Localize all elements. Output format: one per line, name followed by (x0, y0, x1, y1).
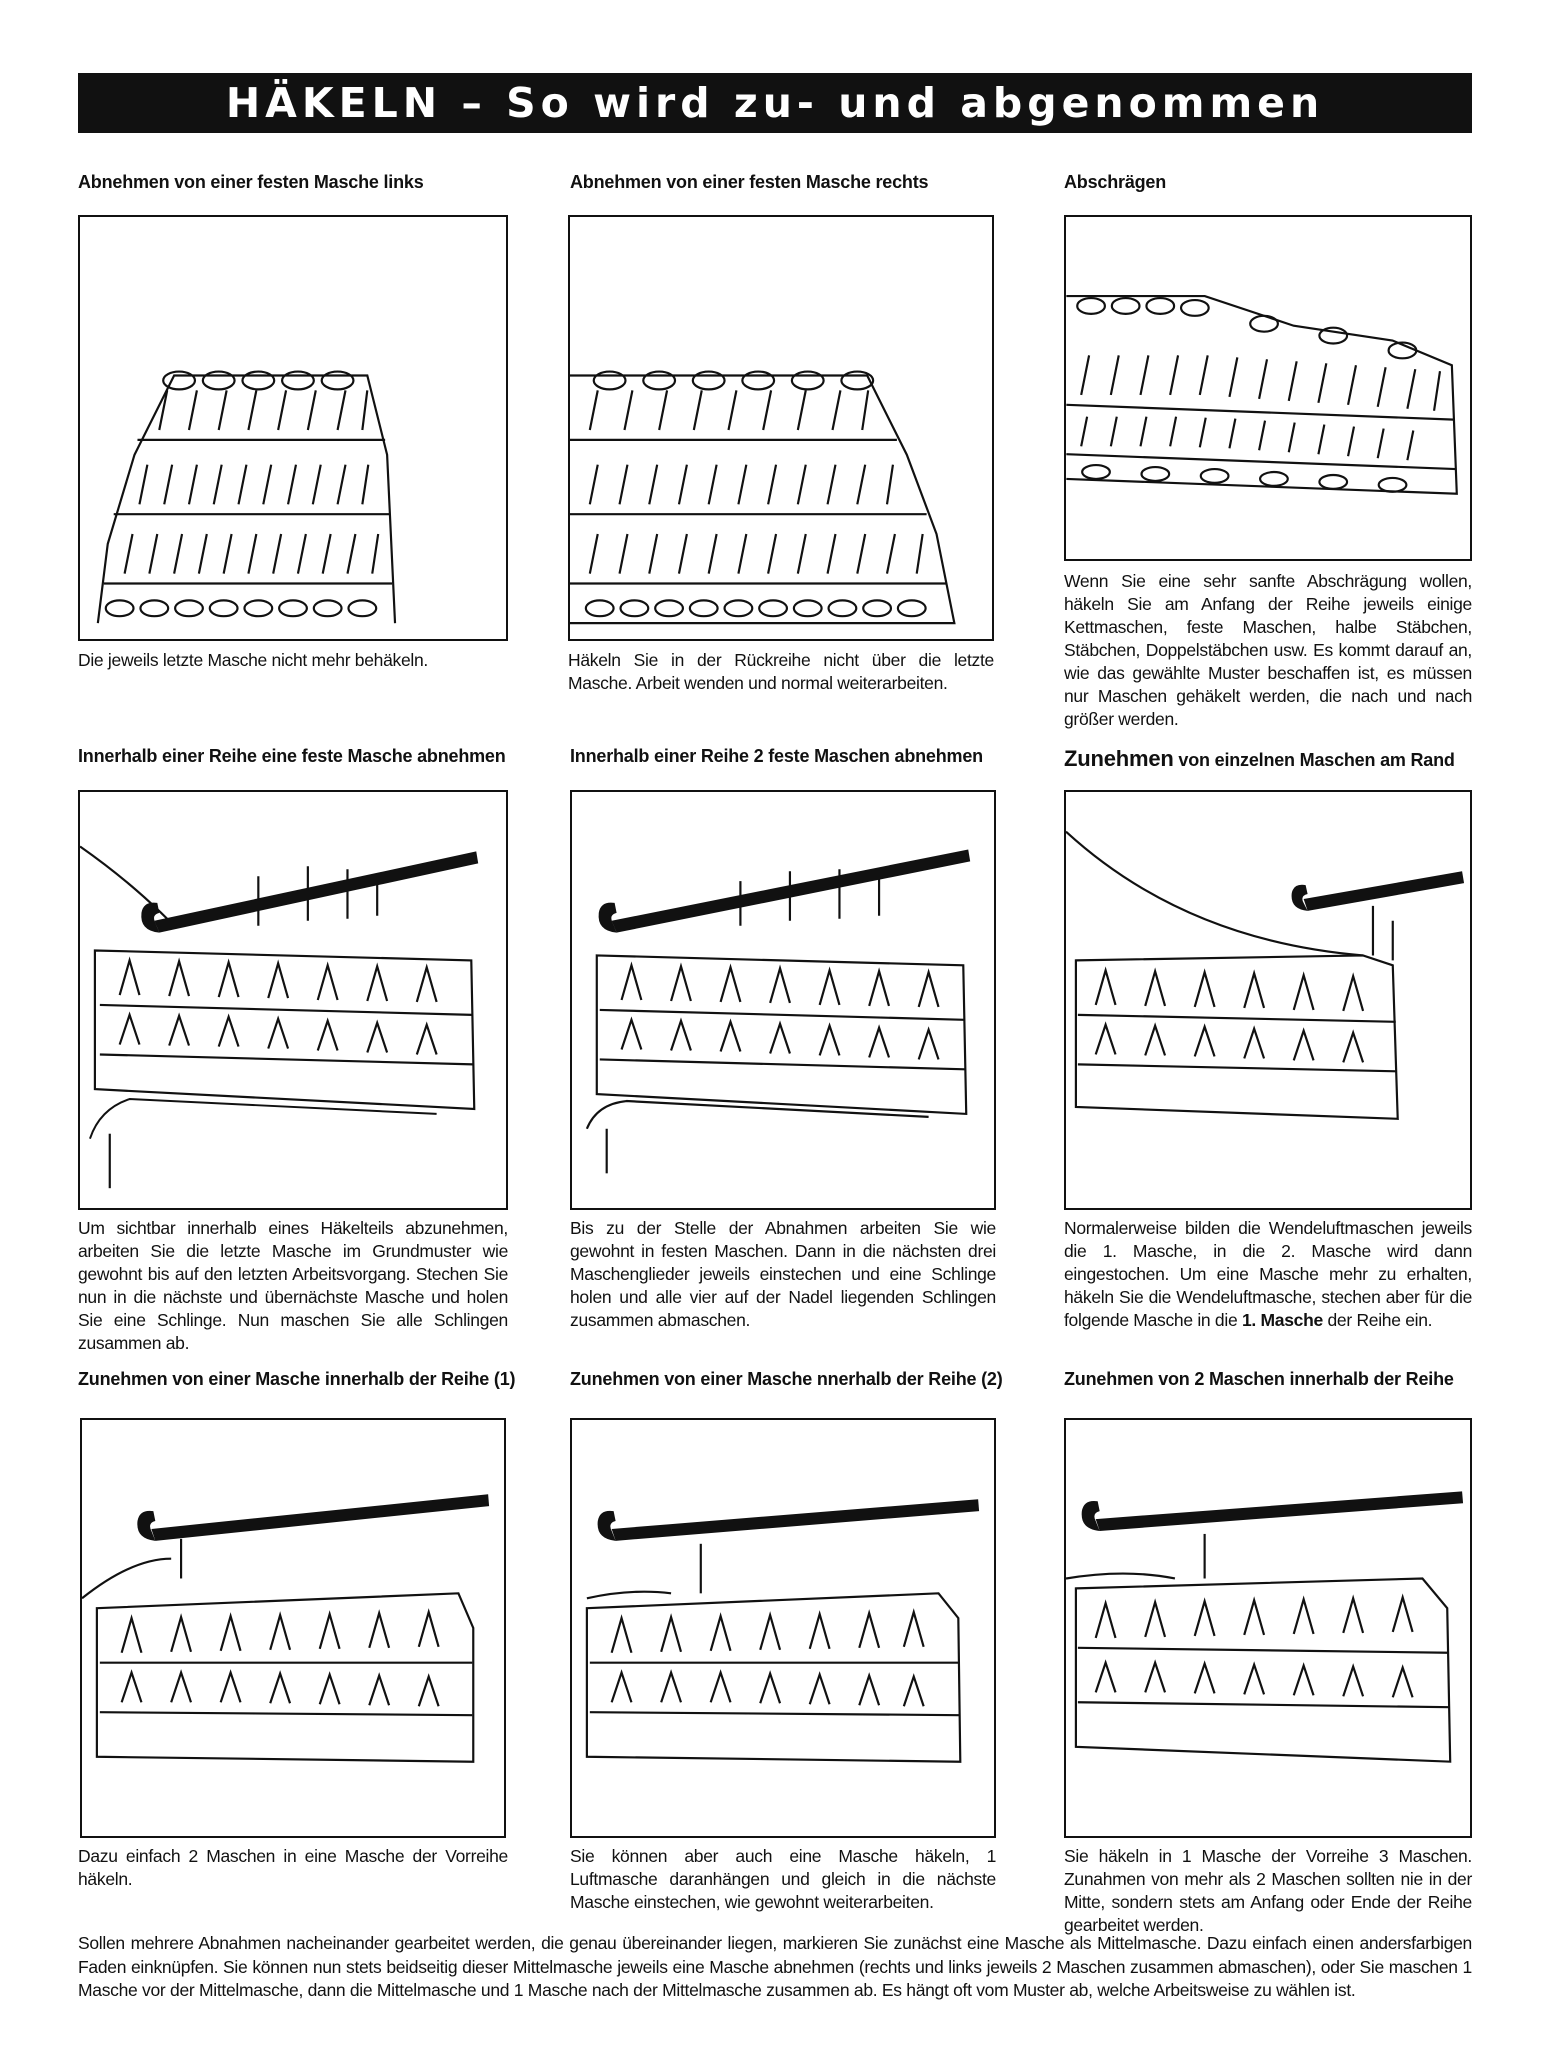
section-increase-two-within-row (1064, 1369, 1499, 1390)
illustration-increase-two-within-row (1064, 1418, 1472, 1838)
section-heading: Abschrägen (1064, 172, 1167, 192)
footer-note: Sollen mehrere Abnahmen nacheinander gearbeitet werden, die genau übereinander liegen, markieren Sie zunächst eine Masche als Mittelmasche. Dazu einfach einen andersfarbigen Faden einknüpfen. Sie können nun stets beidseitig dieser Mittelmasche jeweils eine Masche abnehmen (rechts und links jeweils 2 Maschen zusammen abmaschen), oder Sie maschen 1 Masche vor der Mittelmasche, dann die Mittelmasche und 1 Masche nach der Mittelmasche zusammen ab. Es hängt oft vom Muster ab, welche Arbeitsweise zu wählen ist. (78, 1933, 1472, 2000)
section-decrease-left (78, 172, 513, 193)
crochet-hook-illustration (1066, 792, 1470, 1208)
heading-rest: von einzelnen Maschen am Rand (1173, 750, 1455, 770)
illustration-decrease-one-within-row (78, 790, 508, 1210)
section-caption: Sie können aber auch eine Masche häkeln, 1 Luftmasche daranhängen und gleich in die nächste Masche einstechen, wie gewohnt weiterarbeiten. (570, 1846, 996, 1912)
section-heading (1064, 746, 1499, 772)
section-caption (1064, 1217, 1472, 1332)
section-caption: Häkeln Sie in der Rückreihe nicht über die letzte Masche. Arbeit wenden und normal weiterarbeiten. (568, 650, 994, 693)
section-increase-one-within-row-2 (570, 1369, 1005, 1390)
crochet-hook-illustration (572, 1420, 994, 1836)
illustration-increase-one-within-row-2 (570, 1418, 996, 1838)
page-title: HÄKELN – So wird zu- und abgenommen (225, 79, 1325, 127)
caption-emphasis: 1. Masche (1241, 1310, 1323, 1330)
illustration-decrease-left (78, 215, 508, 641)
heading-emphasis: Zunehmen (1064, 746, 1174, 771)
title-banner (78, 73, 1472, 133)
illustration-slant (1064, 215, 1472, 561)
section-heading: Abnehmen von einer festen Masche rechts (570, 172, 929, 192)
illustration-increase-edge (1064, 790, 1472, 1210)
section-caption: Um sichtbar innerhalb eines Häkelteils abzunehmen, arbeiten Sie die letzte Masche im Grundmuster wie gewohnt bis auf den letzten Arbeitsvorgang. Stechen Sie nun in die nächste und übernächste Masche und holen Sie eine Schlinge. Nun maschen Sie alle Schlingen zusammen ab. (78, 1218, 508, 1353)
crochet-swatch-illustration (80, 217, 506, 639)
section-caption: Die jeweils letzte Masche nicht mehr behäkeln. (78, 650, 428, 670)
crochet-swatch-illustration (1066, 217, 1470, 559)
crochet-hook-illustration (80, 792, 506, 1208)
section-heading: Innerhalb einer Reihe eine feste Masche abnehmen (78, 746, 506, 766)
section-caption: Bis zu der Stelle der Abnahmen arbeiten Sie wie gewohnt in festen Maschen. Dann in die nächsten drei Maschenglieder jeweils einstechen und eine Schlinge holen und alle vier auf der Nadel liegenden Schlingen zusammen abmaschen. (570, 1218, 996, 1330)
crochet-hook-illustration (572, 792, 994, 1208)
caption-part: Normalerweise bilden die Wendeluftmaschen jeweils die 1. Masche, in die 2. Masche wird dann eingestochen. Um eine Masche mehr zu erhalten, häkeln Sie die Wendeluftmasche, stechen aber für die folgende Masche in die (1064, 1218, 1472, 1330)
crochet-hook-illustration (82, 1420, 504, 1836)
crochet-hook-illustration (1066, 1420, 1470, 1836)
section-decrease-one-within-row (78, 746, 513, 767)
section-decrease-right (570, 172, 1005, 193)
illustration-decrease-two-within-row (570, 790, 996, 1210)
illustration-decrease-right (568, 215, 994, 641)
section-caption: Dazu einfach 2 Maschen in eine Masche der Vorreihe häkeln. (78, 1846, 508, 1889)
section-heading: Zunehmen von einer Masche innerhalb der Reihe (1) (78, 1369, 516, 1389)
section-slant (1064, 172, 1499, 193)
section-increase-edge (1064, 746, 1499, 772)
section-increase-one-within-row-1 (78, 1369, 516, 1390)
caption-part: der Reihe ein. (1322, 1310, 1433, 1330)
illustration-increase-one-within-row-1 (80, 1418, 506, 1838)
section-caption: Sie häkeln in 1 Masche der Vorreihe 3 Maschen. Zunahmen von mehr als 2 Maschen sollten nie in der Mitte, sondern stets am Anfang oder Ende der Reihe gearbeitet werden. (1064, 1846, 1472, 1935)
section-heading: Innerhalb einer Reihe 2 feste Maschen abnehmen (570, 746, 983, 766)
crochet-swatch-illustration (570, 217, 992, 639)
section-caption: Wenn Sie eine sehr sanfte Abschrägung wollen, häkeln Sie am Anfang der Reihe jeweils einige Kettmaschen, feste Maschen, halbe Stäbchen, Stäbchen, Doppelstäbchen usw. Es kommt darauf an, wie das gewählte Muster beschaffen ist, es müssen nur Maschen gehäkelt werden, die nach und nach größer werden. (1064, 571, 1472, 729)
section-heading: Abnehmen von einer festen Masche links (78, 172, 424, 192)
section-decrease-two-within-row (570, 746, 1005, 767)
section-heading: Zunehmen von einer Masche nnerhalb der Reihe (2) (570, 1369, 1003, 1389)
section-heading: Zunehmen von 2 Maschen innerhalb der Reihe (1064, 1369, 1454, 1389)
